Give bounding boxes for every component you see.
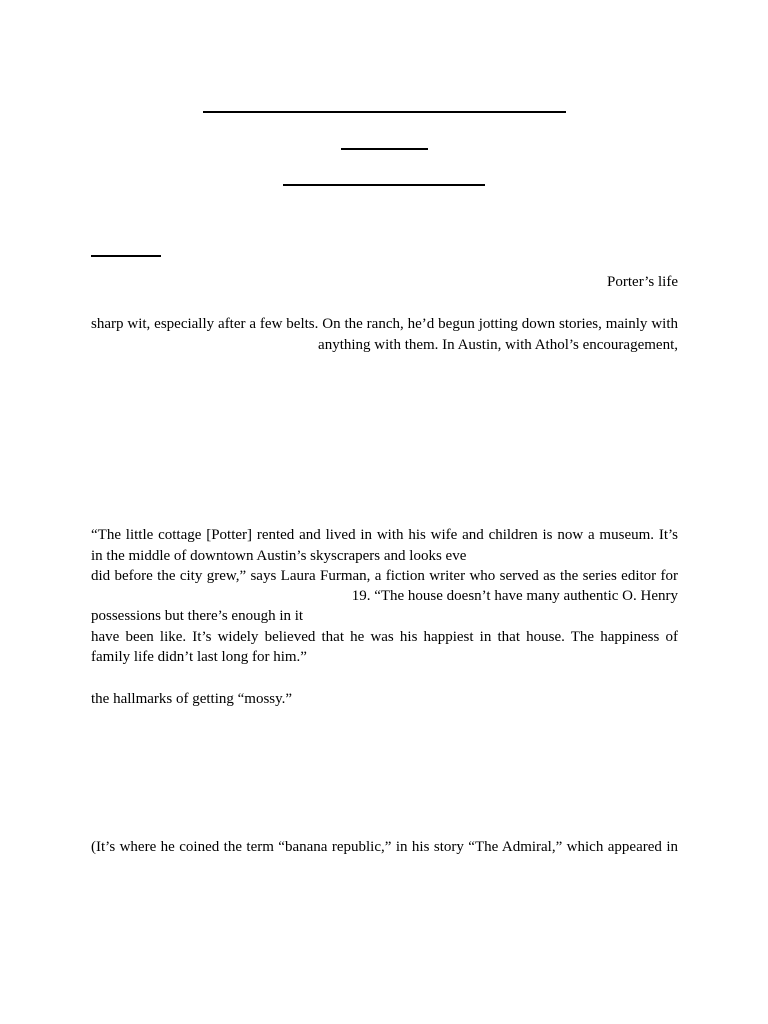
text-line: family life didn’t last long for him.”	[91, 649, 307, 665]
title-underline-rule	[203, 111, 566, 113]
text-line	[91, 566, 678, 586]
text-line-content: “The little cottage [Potter] rented and lived in with his wife and children is now a museum. It’s	[91, 527, 678, 543]
text-line: anything with them. In Austin, with Athol’s encouragement,	[318, 337, 678, 353]
section-heading-underline-rule	[91, 255, 161, 257]
text-line	[91, 627, 678, 647]
text-line-content: have been like. It’s widely believed that he was his happiest in that house. The happiness of	[91, 629, 678, 645]
text-line: possessions but there’s enough in it	[91, 608, 304, 624]
subtitle-underline-rule	[341, 148, 428, 150]
byline-underline-rule	[283, 184, 485, 186]
text-line-content: did before the city grew,” says Laura Furman, a fiction writer who served as the series editor for	[91, 568, 678, 584]
text-line: 19. “The house doesn’t have many authentic O. Henry	[351, 588, 678, 604]
text-line: the hallmarks of getting “mossy.”	[91, 691, 293, 707]
text-line: in the middle of downtown Austin’s skyscrapers and looks eve	[91, 548, 467, 564]
text-line	[91, 837, 678, 857]
text-line	[91, 314, 678, 334]
text-line-content: sharp wit, especially after a few belts. On the ranch, he’d begun jotting down stories, mainly with	[91, 316, 678, 332]
text-line: Porter’s life	[607, 274, 678, 290]
text-line	[91, 525, 678, 545]
text-line-content: (It’s where he coined the term “banana republic,” in his story “The Admiral,” which appeared in	[91, 839, 678, 855]
